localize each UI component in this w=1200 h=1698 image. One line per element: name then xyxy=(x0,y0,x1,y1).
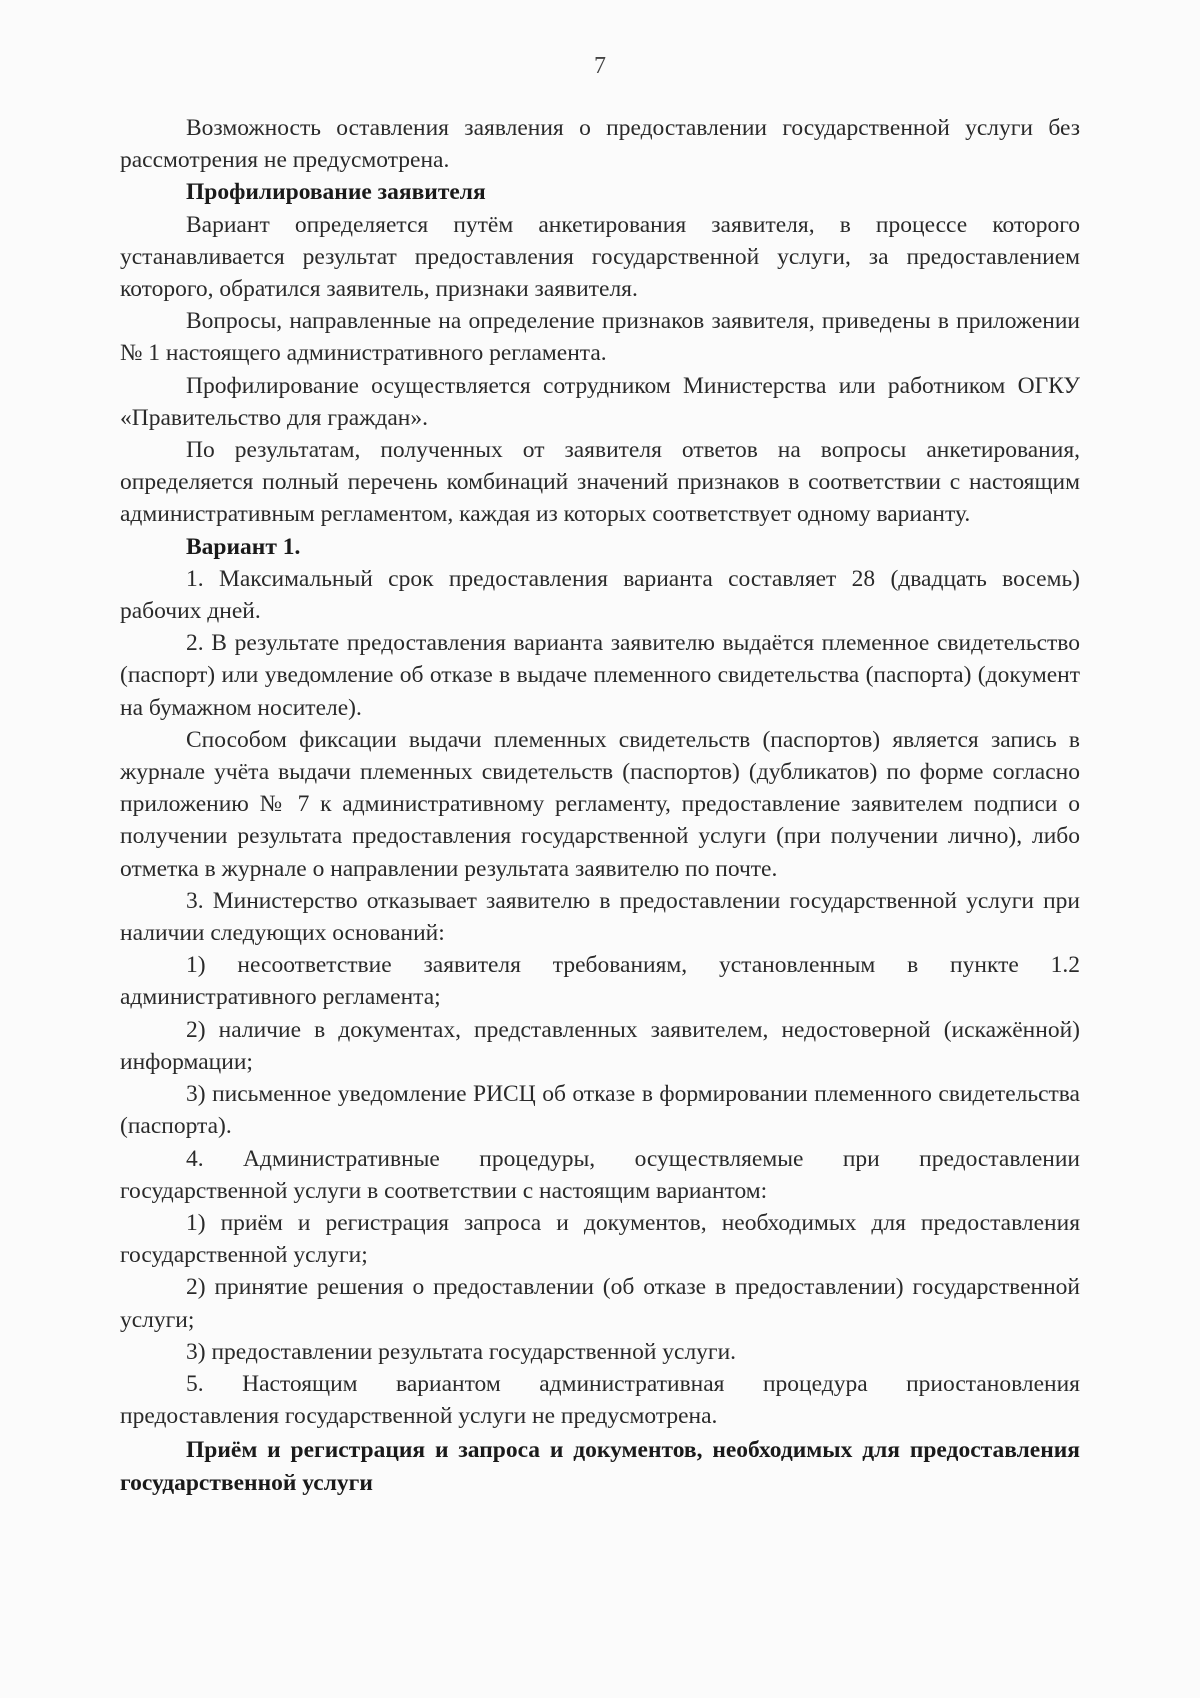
paragraph-questions: Вопросы, направленные на определение признаков заявителя, приведены в приложении № 1 настоящего административного регламента. xyxy=(120,308,1080,367)
paragraph-fixation-method: Способом фиксации выдачи племенных свидетельств (паспортов) является запись в журнале учёта выдачи племенных свидетельств (паспортов) (дубликатов) по форме согласно приложению № 7 к административному регламенту, предоставление заявителем подписи о получении результата предоставления государственной услуги (при получении лично), либо отметка в журнале о направлении результата заявителю по почте. xyxy=(120,726,1080,882)
paragraph-refusal-grounds: 3. Министерство отказывает заявителю в предоставлении государственной услуги при наличии следующих оснований: xyxy=(120,887,1080,947)
paragraph-no-consideration: Возможность оставления заявления о предоставлении государственной услуги без рассмотрения не предусмотрена. xyxy=(120,115,1080,174)
document-body xyxy=(120,112,1080,1499)
paragraph-profiling-performer: Профилирование осуществляется сотрудником Министерства или работником ОГКУ «Правительство для граждан». xyxy=(120,372,1080,431)
list-item-ground-3: 3) письменное уведомление РИСЦ об отказе в формировании племенного свидетельства (паспорта). xyxy=(120,1081,1080,1140)
list-item-ground-1: 1) несоответствие заявителя требованиям, установленным в пункте 1.2 административного регламента; xyxy=(120,952,1080,1011)
heading-variant-1: Вариант 1. xyxy=(186,533,301,560)
heading-profiling: Профилирование заявителя xyxy=(186,179,486,206)
list-item-procedure-3: 3) предоставлении результата государственной услуги. xyxy=(186,1338,737,1365)
heading-reception-registration: Приём и регистрация и запроса и документов, необходимых для предоставления государственной услуги xyxy=(120,1437,1080,1496)
paragraph-suspension: 5. Настоящим вариантом административная процедура приостановления предоставления государственной услуги не предусмотрена. xyxy=(120,1370,1080,1430)
paragraph-admin-procedures: 4. Административные процедуры, осуществляемые при предоставлении государственной услуги в соответствии с настоящим вариантом: xyxy=(120,1145,1080,1204)
paragraph-max-term: 1. Максимальный срок предоставления варианта составляет 28 (двадцать восемь) рабочих дней. xyxy=(120,565,1080,625)
list-item-procedure-2: 2) принятие решения о предоставлении (об отказе в предоставлении) государственной услуги; xyxy=(120,1274,1080,1333)
page-number: 7 xyxy=(594,53,606,79)
paragraph-combinations: По результатам, полученных от заявителя ответов на вопросы анкетирования, определяется полный перечень комбинаций значений признаков в соответствии с настоящим административным регламентом, каждая из которых соответствует одному варианту. xyxy=(120,437,1080,528)
paragraph-variant-determination: Вариант определяется путём анкетирования заявителя, в процессе которого устанавливается результат предоставления государственной услуги, за предоставлением которого, обратился заявитель, признаки заявителя. xyxy=(120,211,1080,303)
paragraph-result: 2. В результате предоставления варианта заявителю выдаётся племенное свидетельство (паспорт) или уведомление об отказе в выдаче племенного свидетельства (паспорта) (документ на бумажном носителе). xyxy=(120,630,1080,721)
list-item-procedure-1: 1) приём и регистрация запроса и документов, необходимых для предоставления государственной услуги; xyxy=(120,1209,1080,1269)
list-item-ground-2: 2) наличие в документах, представленных заявителем, недостоверной (искажённой) информации; xyxy=(120,1016,1080,1075)
